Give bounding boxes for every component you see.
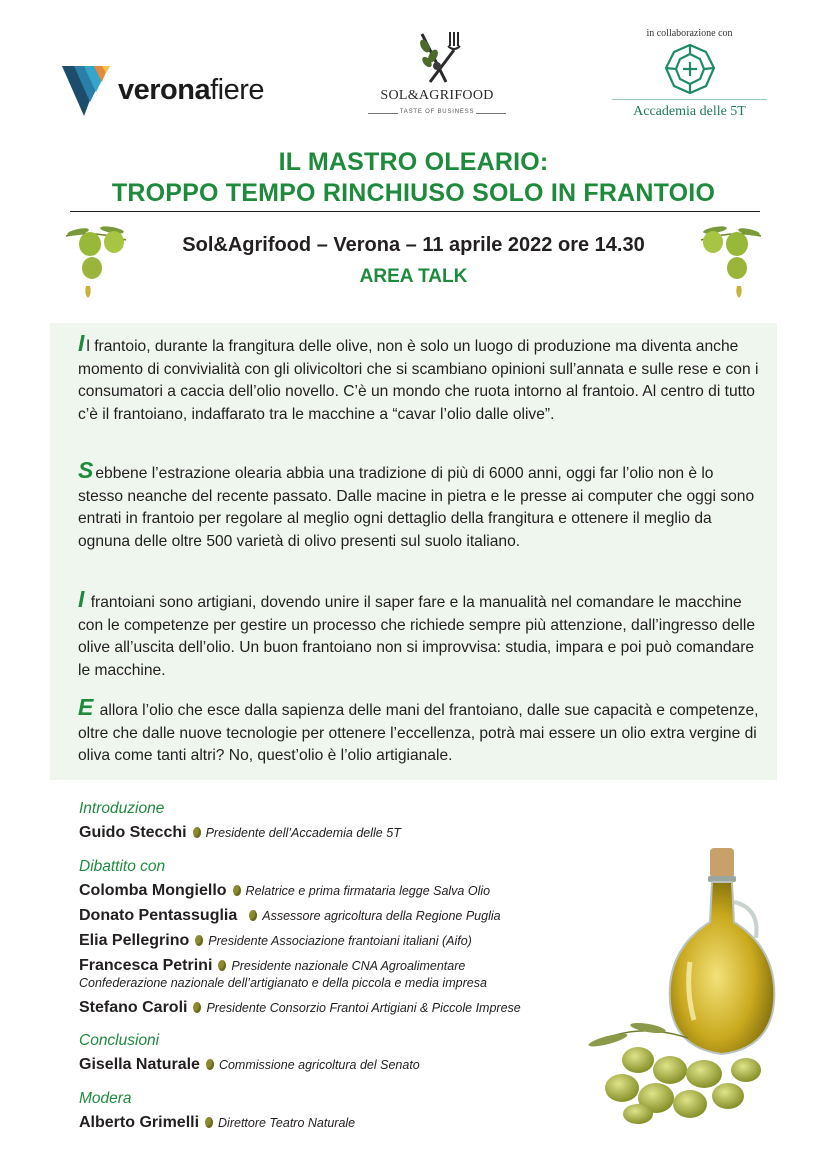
speaker-role: Assessore agricoltura della Regione Puglia	[262, 909, 501, 923]
drop-cap: I	[78, 330, 85, 356]
event-details: Sol&Agrifood – Verona – 11 aprile 2022 ore 14.30	[182, 234, 645, 256]
speaker-row	[79, 824, 401, 842]
paragraph-text: l frantoio, durante la frangitura delle olive, non è solo un luogo di produzione ma diventa anche momento di convivialità con gli olivicoltori che si scambiano opinioni sull’annata e sulle rese e con i consumatori a caccia dell’olio novello. C’è un mondo che ruota intorno al frantoio. Al centro di tutto c’è il frantoiano, indaffarato tra le macchine a “cavar l’olio dalle olive”.	[78, 338, 759, 423]
veronafiere-mark-icon	[60, 60, 116, 118]
olive-bullet-icon	[193, 1002, 201, 1013]
speaker-name: Elia Pellegrino	[79, 932, 190, 949]
title-underline	[70, 211, 760, 212]
speaker-row	[79, 882, 490, 900]
paragraph-2	[78, 457, 760, 553]
section-label: Conclusioni	[79, 1032, 160, 1049]
paragraph-text: allora l’olio che esce dalla sapienza delle mani del frantoiano, dalle sue capacità e competenze, oltre che dalle nuove tecnologie per ottenere l’eccellenza, potrà mai essere un olio extra vergine di oliva come tanti altri? No, quest’olio è l’olio artigianale.	[78, 702, 759, 764]
speaker-name: Gisella Naturale	[79, 1056, 200, 1073]
speaker-name: Francesca Petrini	[79, 957, 213, 974]
olive-bullet-icon	[218, 960, 226, 971]
speaker-role-continued: Confederazione nazionale dell’artigianato e della piccola e media impresa	[79, 976, 487, 990]
speaker-role: Presidente Associazione frantoiani italiani (Aifo)	[208, 934, 472, 948]
accademia-emblem-icon	[662, 42, 718, 96]
page-title	[40, 147, 787, 209]
olive-bullet-icon	[195, 935, 203, 946]
olive-branch-icon	[64, 222, 134, 304]
collaboration-label: in collaborazione con	[646, 28, 733, 39]
olive-bullet-icon	[233, 885, 241, 896]
olive-bullet-icon	[205, 1117, 213, 1128]
speaker-row	[79, 1114, 355, 1132]
speaker-name: Donato Pentassuglia	[79, 907, 238, 924]
olive-bullet-icon	[206, 1059, 214, 1070]
speaker-name: Stefano Caroli	[79, 999, 188, 1016]
speaker-role: Presidente nazionale CNA Agroalimentare	[231, 959, 466, 973]
speaker-name: Alberto Grimelli	[79, 1114, 200, 1131]
drop-cap: I	[78, 586, 85, 612]
olive-fork-icon	[362, 26, 512, 86]
olive-bullet-icon	[249, 910, 257, 921]
speaker-role: Relatrice e prima firmataria legge Salva Olio	[245, 884, 491, 898]
olive-bullet-icon	[193, 827, 201, 838]
speaker-name: Colomba Mongiello	[79, 882, 227, 899]
title-line-2: TROPPO TEMPO RINCHIUSO SOLO IN FRANTOIO	[111, 179, 716, 207]
speaker-row	[79, 907, 501, 925]
speaker-row	[79, 1056, 420, 1074]
speaker-row	[79, 999, 521, 1017]
accademia-name: Accademia delle 5T	[633, 104, 746, 119]
veronafiere-logo	[60, 60, 280, 118]
drop-cap: S	[78, 457, 94, 483]
veronafiere-wordmark: veronafiere	[118, 74, 265, 106]
section-label: Modera	[79, 1090, 132, 1107]
divider	[476, 113, 506, 114]
olive-branch-icon	[693, 222, 763, 304]
event-area: AREA TALK	[359, 266, 468, 287]
divider	[612, 99, 767, 100]
section-label: Dibattito con	[79, 858, 166, 875]
section-label: Introduzione	[79, 800, 165, 817]
paragraph-text: frantoiani sono artigiani, dovendo unire il saper fare e la manualità nel comandare le macchine con le competenze per gestire un processo che richiede sempre più attenzione, dall’ingresso delle olive all’uscita dell’olio. Un buon frantoiano non si improvvisa: studia, impara e poi può comandare le macchine.	[78, 594, 755, 679]
paragraph-1	[78, 330, 760, 426]
speaker-role: Commissione agricoltura del Senato	[218, 1058, 420, 1072]
title-line-1: IL MASTRO OLEARIO:	[278, 148, 549, 176]
solagrifood-tagline: TASTE OF BUSINESS	[399, 109, 475, 115]
drop-cap: E	[78, 694, 94, 720]
speaker-row	[79, 932, 472, 950]
solagrifood-name: SOL&AGRIFOOD	[380, 88, 494, 103]
speaker-role: Presidente Consorzio Frantoi Artigiani & Piccole Imprese	[206, 1001, 521, 1015]
speaker-role: Direttore Teatro Naturale	[218, 1116, 356, 1130]
paragraph-3	[78, 586, 760, 682]
paragraph-text: ebbene l’estrazione olearia abbia una tradizione di più di 6000 anni, oggi far l’olio non è lo stesso neanche del recente passato. Dalle macine in pietra e le presse ai computer che oggi sono entrati in frantoio per regolare al meglio ogni dettaglio della frangitura e ottenere il meglio da ognuna delle oltre 500 varietà di olivo presenti sul suolo italiano.	[78, 465, 755, 550]
accademia-logo	[612, 28, 767, 123]
speaker-role: Presidente dell’Accademia delle 5T	[205, 826, 401, 840]
description-box	[50, 323, 777, 780]
paragraph-4	[78, 694, 760, 768]
olive-oil-bottle-icon	[578, 842, 778, 1130]
solagrifood-logo	[362, 26, 512, 122]
speaker-name: Guido Stecchi	[79, 824, 187, 841]
speaker-row	[79, 957, 465, 975]
